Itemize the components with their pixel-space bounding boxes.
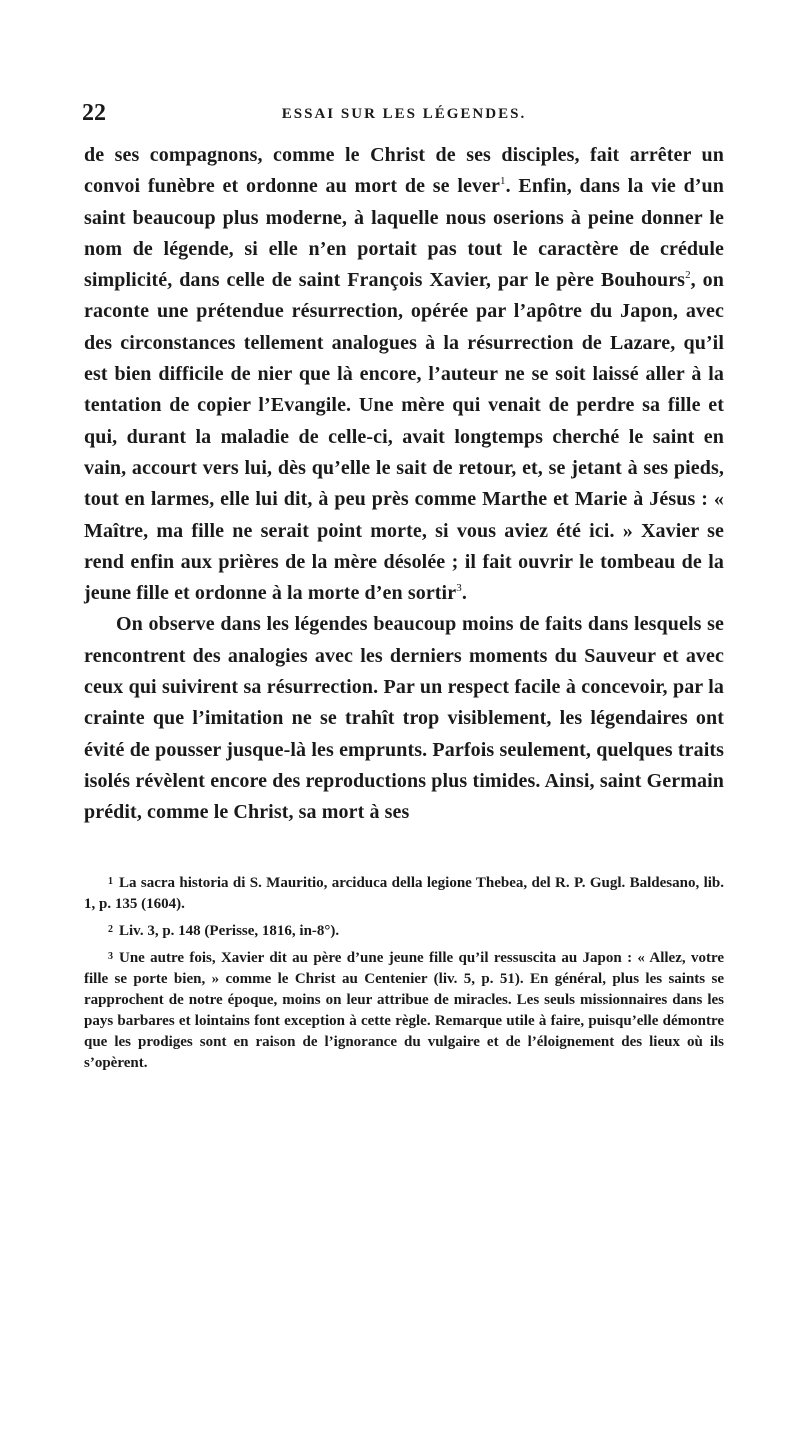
footnote-number: 2	[108, 923, 113, 935]
page-number: 22	[82, 100, 106, 126]
footnote	[84, 919, 724, 942]
footnote-number: 1	[108, 875, 113, 887]
footnote	[84, 946, 724, 1074]
footnote-reference: 2	[685, 269, 691, 282]
page-header	[84, 100, 724, 134]
paragraph-text: . Enfin, dans la vie d’un saint beaucoup plus moderne, à laquelle nous oserions à peine donner le nom de légende, si elle n’en portait pas tout le caractère de crédule simplicité, dans celle de saint François Xavier, par le père Bouhours	[84, 175, 724, 292]
running-head: ESSAI SUR LES LÉGENDES.	[281, 106, 527, 122]
footnote	[84, 871, 724, 915]
paragraph-text: , on raconte une prétendue résurrection, opérée par l’apôtre du Japon, avec des circonstances tellement analogues à la résurrection de Lazare, qu’il est bien difficile de nier que là encore, l’auteur ne se soit laissé aller à la tentation de copier l’Evangile. Une mère qui venait de perdre sa fille et qui, durant la maladie de celle-ci, avait longtemps cherché le saint en vain, accourt vers lui, dès qu’elle le sait de retour, et, se jetant à ses pieds, tout en larmes, elle lui dit, à peu près comme Marthe et Marie à Jésus : « Maître, ma fille ne serait point morte, si vous aviez été ici. » Xavier se rend enfin aux prières de la mère désolée ; il fait ouvrir le tombeau de la jeune fille et ordonne à la morte d’en sortir	[84, 269, 724, 605]
footnote-text: La sacra historia di S. Mauritio, arciduca della legione Thebea, del R. P. Gugl. Baldesano, lib. 1, p. 135 (1604).	[84, 874, 724, 912]
footnote-reference: 1	[500, 175, 506, 188]
paragraph-text: de ses compagnons, comme le Christ de ses disciples, fait arrêter un convoi funèbre et ordonne au mort de se lever	[84, 144, 724, 198]
paragraph-text: .	[461, 582, 467, 605]
footnotes	[84, 871, 724, 1074]
book-page	[84, 100, 724, 1078]
paragraph: On observe dans les légendes beaucoup moins de faits dans lesquels se rencontrent des analogies avec les derniers moments du Sauveur et avec ceux qui suivirent sa résurrection. Par un respect facile à concevoir, par la crainte que l’imitation ne se trahît trop visiblement, les légendaires ont évité de pousser jusque-là les emprunts. Parfois seulement, quelques traits isolés révèlent encore des reproductions plus timides. Ainsi, saint Germain prédit, comme le Christ, sa mort à ses	[84, 613, 724, 824]
footnote-text: Liv. 3, p. 148 (Perisse, 1816, in-8°).	[119, 922, 340, 939]
footnote-number: 3	[108, 950, 113, 962]
paragraph	[84, 140, 724, 609]
body-text	[84, 140, 724, 829]
footnote-reference: 3	[456, 582, 462, 595]
footnote-text: Une autre fois, Xavier dit au père d’une jeune fille qu’il ressuscita au Japon : « Allez, votre fille se porte bien, » comme le Christ au Centenier (liv. 5, p. 51). En général, plus les saints se rapprochent de notre époque, moins on leur attribue de miracles. Les seuls missionnaires dans les pays barbares et lointains font exception à cette règle. Remarque utile à faire, puisqu’elle démontre que les prodiges sont en raison de l’ignorance du vulgaire et de l’éloignement des lieux où ils s’opèrent.	[84, 949, 724, 1071]
